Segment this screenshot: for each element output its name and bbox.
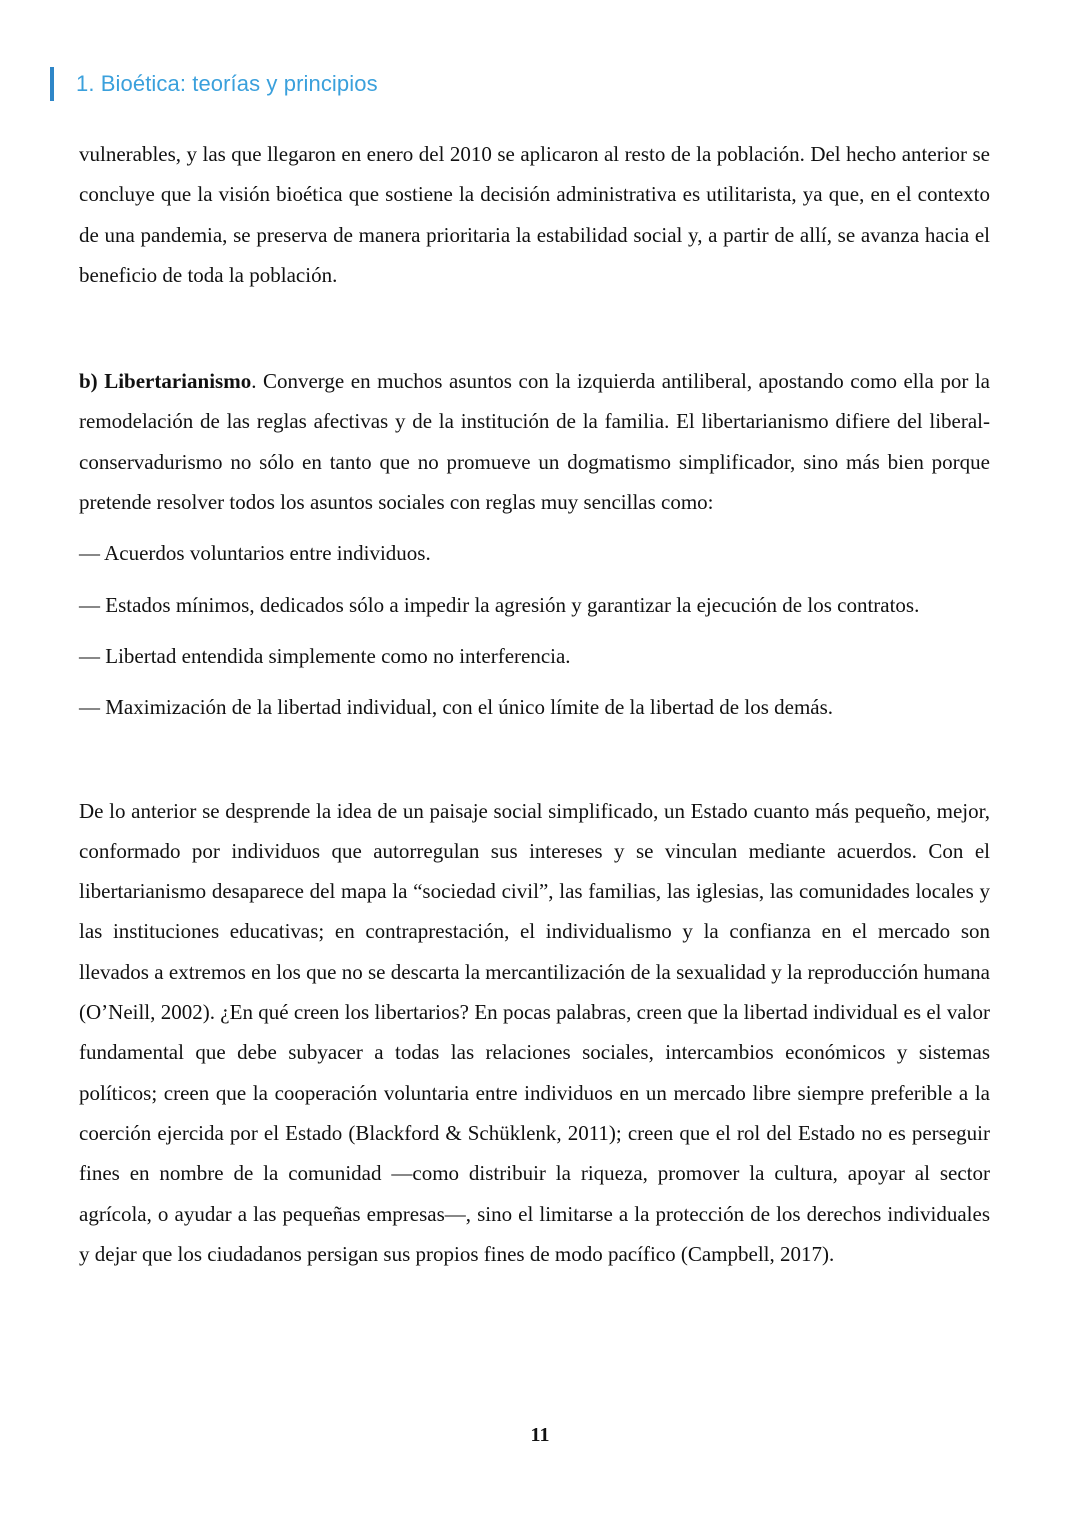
list-item: — Maximización de la libertad individual, con el único límite de la libertad de los demás. bbox=[79, 695, 834, 720]
paragraph-libertarian-beliefs: De lo anterior se desprende la idea de un paisaje social simplificado, un Estado cuanto más pequeño, mejor, conformado por individuos que autorregulan sus intereses y se vinculan mediante acuerdos. Con el libertarianismo desaparece del mapa la “sociedad civil”, las familias, las iglesias, las comunidades locales y las instituciones educativas; en contraprestación, el individualismo y la confianza en el mercado son llevados a extremos en los que no se descarta la mercantilización de la sexualidad y la reproducción humana (O’Neill, 2002). ¿En qué creen los libertarios? En pocas palabras, creen que la libertad individual es el valor fundamental que debe subyacer a todas las relaciones sociales, intercambios económicos y sistemas políticos; creen que la cooperación voluntaria entre individuos en un mercado libre siempre preferible a la coerción ejercida por el Estado (Blackford & Schüklenk, 2011); creen que el rol del Estado no es perseguir fines en nombre de la comunidad —como distribuir la riqueza, promover la cultura, apoyar al sector agrícola, o ayudar a las pequeñas empresas—, sino el limitarse a la protección de los derechos individuales y dejar que los ciudadanos persigan sus propios fines de modo pacífico (Campbell, 2017). bbox=[79, 798, 990, 1266]
list-item: — Libertad entendida simplemente como no interferencia. bbox=[79, 643, 571, 668]
chapter-title: 1. Bioética: teorías y principios bbox=[76, 71, 378, 96]
header-accent-bar bbox=[50, 67, 54, 101]
list-item: — Estados mínimos, dedicados sólo a impedir la agresión y garantizar la ejecución de los contratos. bbox=[79, 592, 920, 617]
page-number: 11 bbox=[530, 1424, 550, 1446]
list-item: — Acuerdos voluntarios entre individuos. bbox=[79, 541, 431, 566]
chapter-header bbox=[50, 66, 378, 102]
page-body bbox=[79, 134, 990, 1274]
section-heading-libertarianism: b) Libertarianismo bbox=[79, 369, 252, 394]
paragraph-utilitarian-conclusion: vulnerables, y las que llegaron en enero del 2010 se aplicaron al resto de la población. Del hecho anterior se concluye que la visión bioética que sostiene la decisión administrativa es utilitarista, ya que, en el contexto de una pandemia, se preserva de manera prioritaria la estabilidad social y, a partir de allí, se avanza hacia el beneficio de toda la población. bbox=[79, 142, 990, 287]
libertarianism-intro-text: . Converge en muchos asuntos con la izquierda antiliberal, apostando como ella por la remodelación de las reglas afectivas y de la institución de la familia. El libertarianismo difiere del liberal-conservadurismo no sólo en tanto que no promueve un dogmatismo simplificador, sino más bien porque pretende resolver todos los asuntos sociales con reglas muy sencillas como: bbox=[79, 369, 990, 515]
paragraph-libertarianism-intro bbox=[79, 361, 990, 522]
